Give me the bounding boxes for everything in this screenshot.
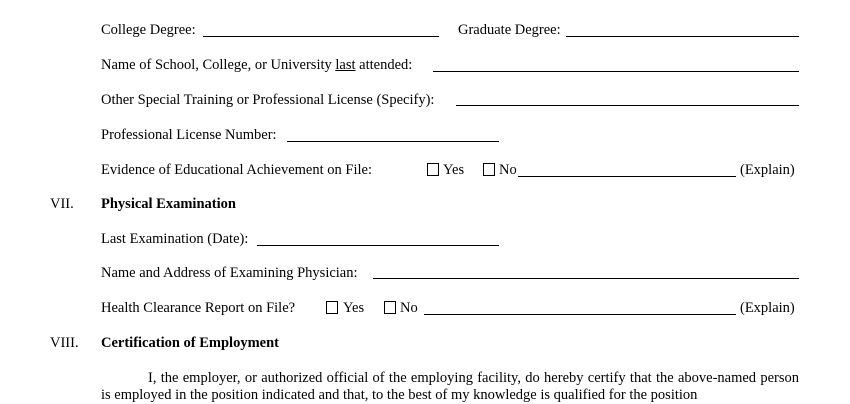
evidence-yes-label: Yes bbox=[443, 162, 465, 178]
health-no-checkbox[interactable] bbox=[384, 301, 396, 314]
last-exam-field[interactable] bbox=[257, 245, 499, 246]
evidence-no-label: No bbox=[499, 162, 517, 178]
health-yes-label: Yes bbox=[343, 300, 365, 316]
section-viii-title: Certification of Employment bbox=[101, 335, 279, 351]
section-viii-numeral: VIII. bbox=[50, 335, 79, 351]
section-vii-numeral: VII. bbox=[50, 196, 74, 212]
college-degree-label: College Degree: bbox=[101, 22, 196, 38]
physician-field[interactable] bbox=[373, 278, 799, 279]
evidence-label: Evidence of Educational Achievement on File: bbox=[101, 162, 372, 178]
health-yes-checkbox[interactable] bbox=[326, 301, 338, 314]
evidence-no-checkbox[interactable] bbox=[483, 163, 495, 176]
license-number-field[interactable] bbox=[287, 141, 499, 142]
school-label-last: last bbox=[335, 57, 356, 73]
special-training-field[interactable] bbox=[456, 105, 799, 106]
school-label-before: Name of School, College, or University bbox=[101, 57, 336, 73]
graduate-degree-field[interactable] bbox=[566, 36, 799, 37]
health-explain-label: (Explain) bbox=[740, 300, 795, 316]
school-label bbox=[101, 56, 412, 74]
health-explain-field[interactable] bbox=[424, 314, 736, 315]
evidence-yes-checkbox[interactable] bbox=[427, 163, 439, 176]
school-label-after: attended: bbox=[355, 57, 413, 73]
section-vii-title: Physical Examination bbox=[101, 196, 236, 212]
physician-label: Name and Address of Examining Physician: bbox=[101, 265, 358, 281]
school-field[interactable] bbox=[433, 71, 799, 72]
college-degree-field[interactable] bbox=[203, 36, 439, 37]
special-training-label: Other Special Training or Professional License (Specify): bbox=[101, 92, 435, 108]
health-no-label: No bbox=[400, 300, 418, 316]
health-clearance-label: Health Clearance Report on File? bbox=[101, 300, 296, 316]
last-exam-label: Last Examination (Date): bbox=[101, 231, 249, 247]
graduate-degree-label: Graduate Degree: bbox=[458, 22, 561, 38]
evidence-explain-label: (Explain) bbox=[740, 162, 795, 178]
certification-paragraph: I, the employer, or authorized official of the employing facility, do hereby certify that the above-named person is employed in the position indicated and that, to the best of my knowledge is qualified for the position bbox=[101, 370, 799, 403]
license-number-label: Professional License Number: bbox=[101, 127, 277, 143]
evidence-explain-field[interactable] bbox=[518, 176, 736, 177]
